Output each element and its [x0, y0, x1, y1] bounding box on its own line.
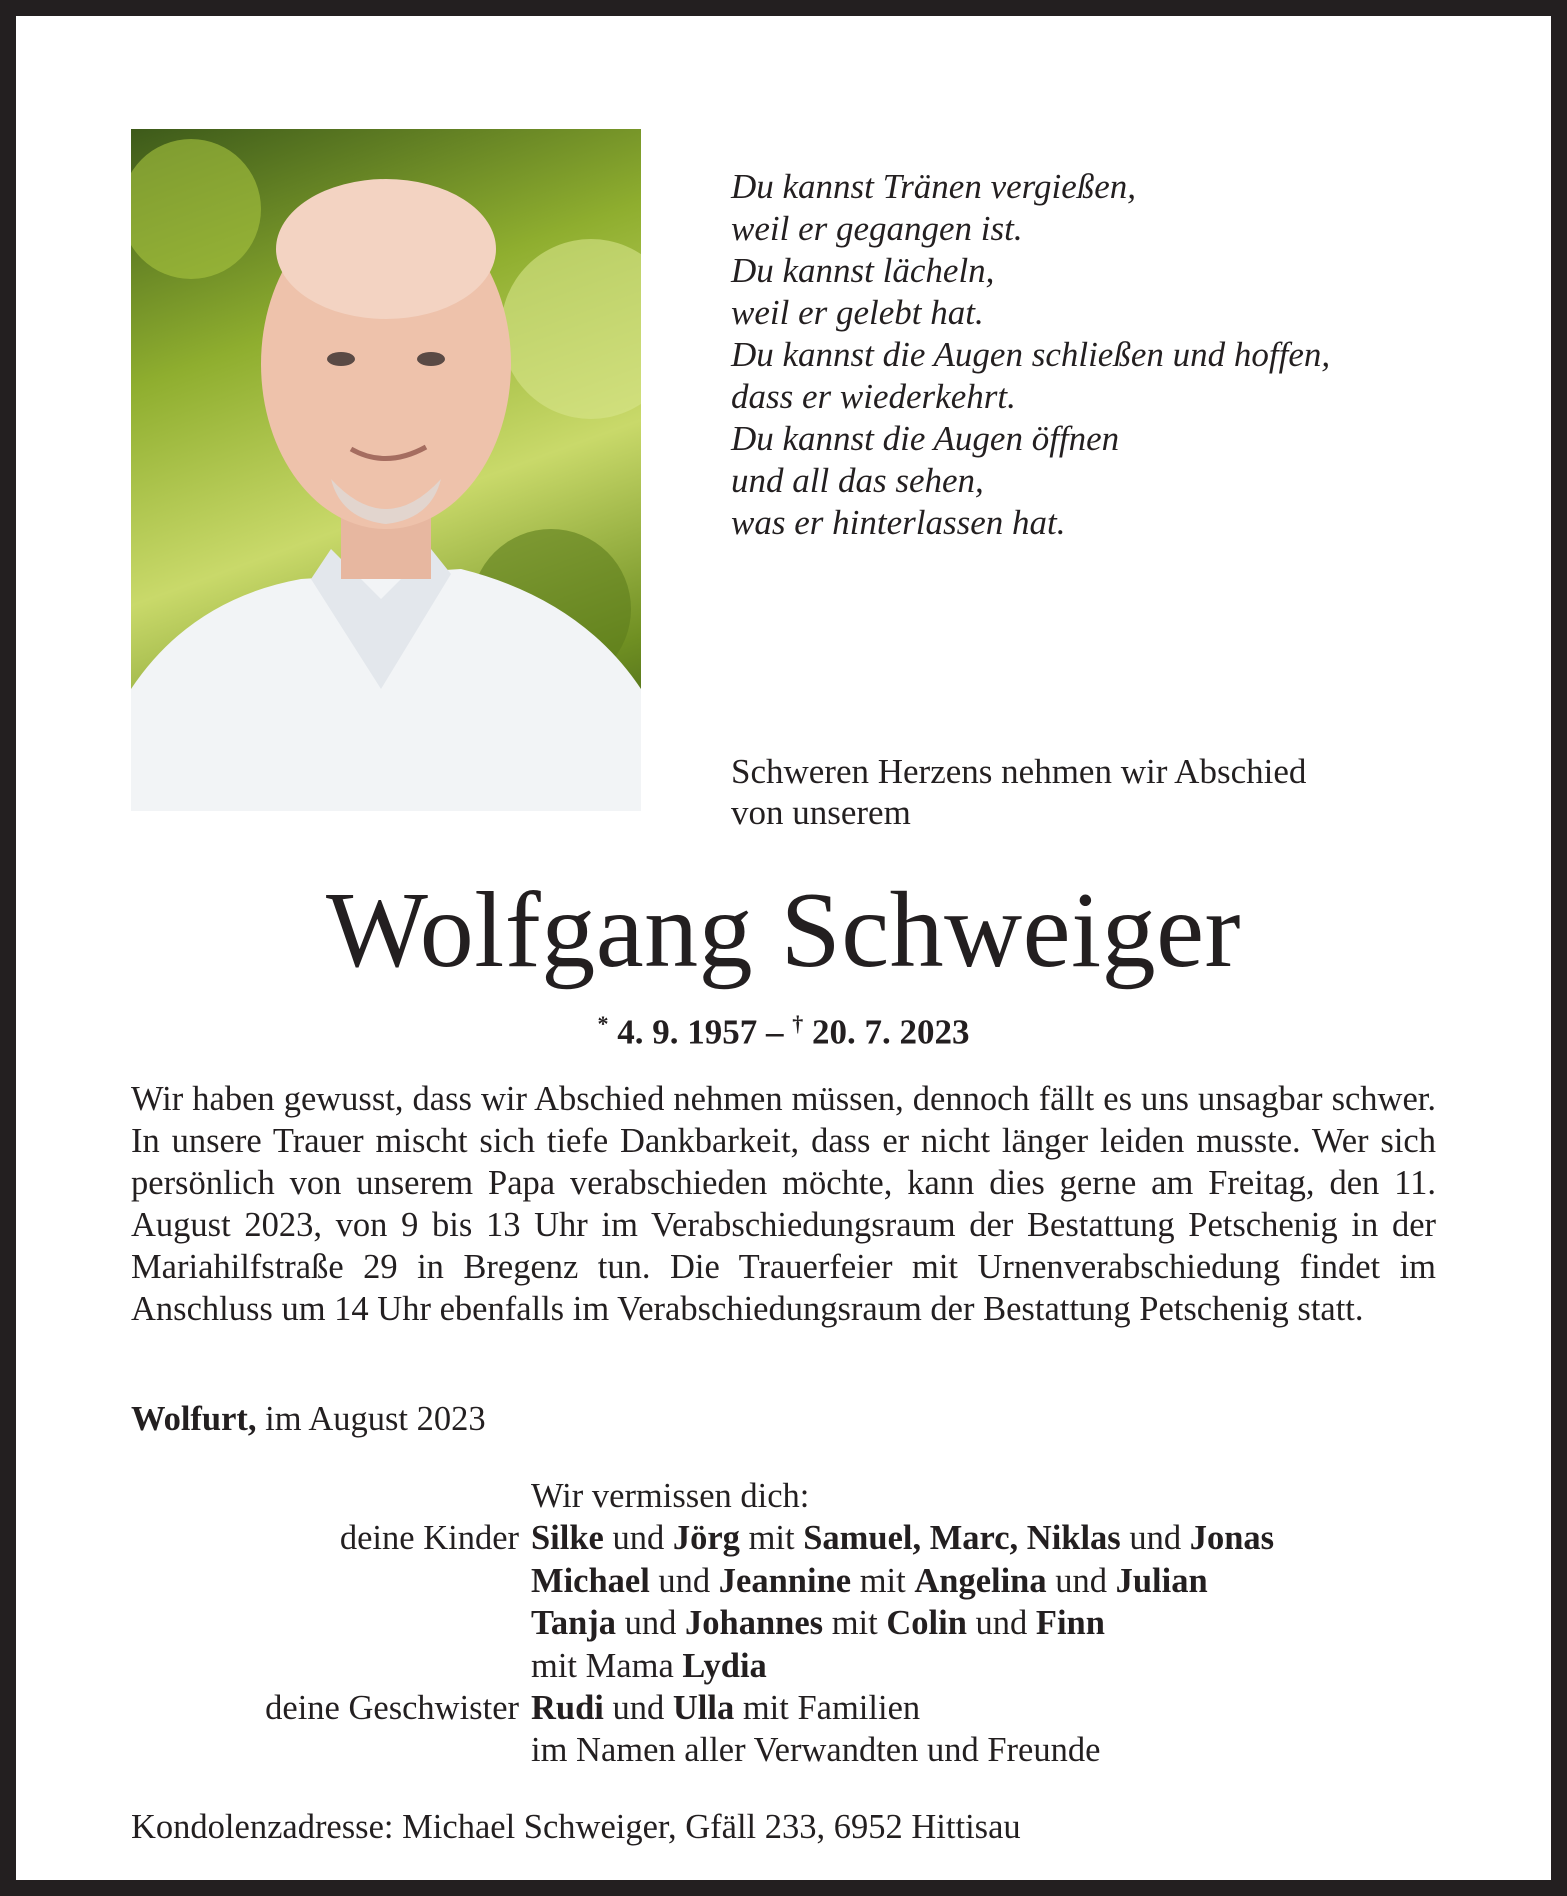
- mourners-row: [131, 1560, 1274, 1602]
- condolence-address: Kondolenzadresse: Michael Schweiger, Gfäll 233, 6952 Hittisau: [131, 1808, 1021, 1846]
- deceased-name: Wolfgang Schweiger: [325, 871, 1242, 990]
- mourners-list: [131, 1475, 1274, 1772]
- intro-line: von unserem: [731, 793, 911, 832]
- farewell-intro: [731, 751, 1306, 833]
- mourner-name: Tanja: [531, 1604, 617, 1643]
- place-date: [131, 1400, 486, 1439]
- announcement-text: Wir haben gewusst, dass wir Abschied nehmen müssen, dennoch fällt es uns unsagbar schwer. In unsere Trauer mischt sich tiefe Dankbarkeit, dass er nicht länger leiden musste. Wer sich persönlich von unserem Papa verabschieden möchte, kann dies gerne am Freitag, den 11. August 2023, von 9 bis 13 Uhr im Verabschiedungsraum der Bestattung Petschenig in der Mariahilfstraße 29 in Bregenz tun. Die Trauerfeier mit Urnenverabschiedung findet im Anschluss um 14 Uhr ebenfalls im Verabschiedungsraum der Bestattung Petschenig statt.: [131, 1080, 1436, 1328]
- mourner-name: Jeannine: [718, 1561, 852, 1600]
- death-date: 20. 7. 2023: [812, 1012, 970, 1052]
- mourner-name: Silke: [531, 1519, 604, 1558]
- mourner-name: Lydia: [682, 1646, 767, 1685]
- mourner-name: Rudi: [531, 1689, 604, 1728]
- connector-text: mit: [739, 1519, 804, 1558]
- connector-text: mit Familien: [734, 1689, 921, 1728]
- death-symbol: †: [792, 1011, 804, 1036]
- poem-line: was er hinterlassen hat.: [731, 503, 1066, 542]
- connector-text: mit: [823, 1604, 887, 1643]
- mourners-row: [131, 1687, 1274, 1729]
- relation-label: deine Geschwister: [265, 1689, 519, 1728]
- poem-line: Du kannst Tränen vergießen,: [731, 167, 1137, 206]
- connector-text: und: [649, 1561, 719, 1600]
- connector-text: und: [603, 1689, 673, 1728]
- mourner-name: Jonas: [1189, 1519, 1275, 1558]
- mourners-row: [131, 1475, 1274, 1517]
- poem: [731, 166, 1330, 544]
- poem-line: weil er gegangen ist.: [731, 209, 1023, 248]
- relation-label: [131, 1645, 531, 1687]
- relation-label: [131, 1602, 531, 1644]
- connector-text: und: [603, 1519, 673, 1558]
- poem-line: Du kannst die Augen schließen und hoffen,: [731, 335, 1331, 374]
- mourner-name: Angelina: [914, 1561, 1047, 1600]
- names: [531, 1729, 1100, 1771]
- mourner-name: Michael: [531, 1561, 650, 1600]
- relation-label: deine Kinder: [339, 1519, 519, 1558]
- connector-text: im Namen aller Verwandten und Freunde: [531, 1731, 1101, 1770]
- connector-text: mit Mama: [531, 1646, 683, 1685]
- connector-text: und: [1046, 1561, 1116, 1600]
- mourners-row: [131, 1729, 1274, 1771]
- mourners-row: [131, 1602, 1274, 1644]
- connector-text: und: [616, 1604, 686, 1643]
- poem-line: Du kannst die Augen öffnen: [731, 419, 1120, 458]
- relation-label: [131, 1560, 531, 1602]
- mourner-name: Finn: [1035, 1604, 1105, 1643]
- mourner-name: Johannes: [685, 1604, 824, 1643]
- mourner-name: Ulla: [672, 1689, 735, 1728]
- names: [531, 1517, 1274, 1559]
- connector-text: Wir vermissen dich:: [531, 1477, 810, 1515]
- portrait-photo: [131, 129, 641, 811]
- connector-text: und: [966, 1604, 1036, 1643]
- connector-text: mit: [851, 1561, 915, 1600]
- intro-line: Schweren Herzens nehmen wir Abschied: [731, 752, 1307, 791]
- mourner-name: Julian: [1115, 1561, 1208, 1600]
- relation-label: [131, 1729, 531, 1771]
- poem-line: und all das sehen,: [731, 461, 984, 500]
- obituary-page: [16, 16, 1551, 1880]
- poem-line: weil er gelebt hat.: [731, 293, 984, 332]
- names: [531, 1560, 1208, 1602]
- birth-date: 4. 9. 1957: [617, 1012, 758, 1052]
- mourners-row: [131, 1645, 1274, 1687]
- names: [531, 1687, 920, 1729]
- poem-line: dass er wiederkehrt.: [731, 377, 1016, 416]
- mourner-name: Colin: [886, 1604, 967, 1643]
- date-text: im August 2023: [256, 1400, 486, 1438]
- mourner-name: Jörg: [672, 1519, 740, 1558]
- date-separator: –: [757, 1012, 793, 1052]
- life-dates: [16, 1011, 1551, 1053]
- names: [531, 1645, 767, 1687]
- poem-line: Du kannst lächeln,: [731, 251, 995, 290]
- names: [531, 1602, 1105, 1644]
- mourner-name: Samuel, Marc, Niklas: [803, 1519, 1121, 1558]
- town: Wolfurt,: [131, 1400, 257, 1438]
- connector-text: und: [1120, 1519, 1190, 1558]
- names: [531, 1475, 809, 1517]
- mourners-row: [131, 1517, 1274, 1559]
- portrait-illustration: [131, 129, 641, 811]
- birth-symbol: *: [597, 1011, 609, 1036]
- relation-label: [131, 1475, 531, 1517]
